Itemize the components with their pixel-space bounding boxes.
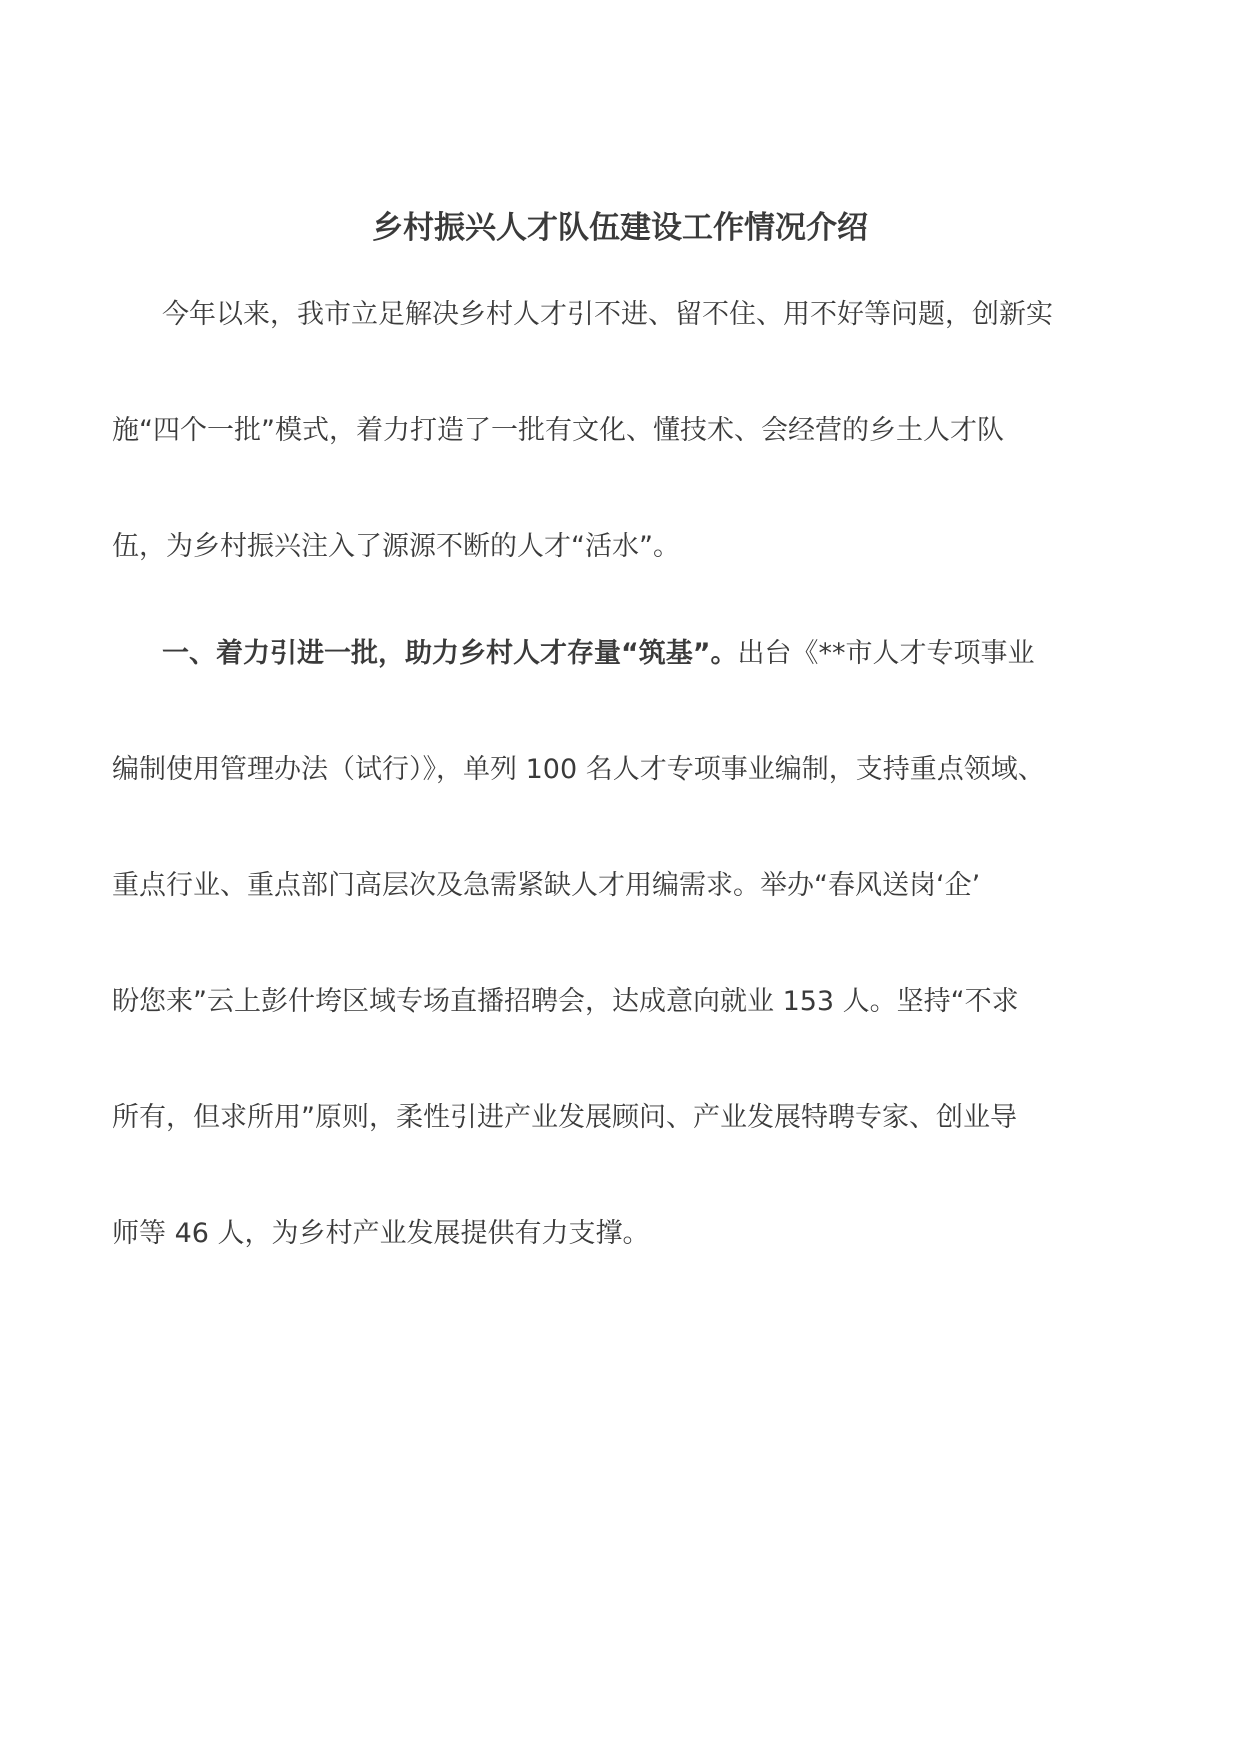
section1-first-line xyxy=(162,634,1152,674)
section1-line-5: 所有，但求所用”原则，柔性引进产业发展顾问、产业发展特聘专家、创业导 xyxy=(112,1102,1017,1133)
intro-line-1: 今年以来，我市立足解决乡村人才引不进、留不住、用不好等问题，创新实 xyxy=(162,299,1053,330)
document-title: 乡村振兴人才队伍建设工作情况介绍 xyxy=(372,210,868,246)
section1-first-line-text: 出台《**市人才专项事业 xyxy=(737,638,1035,669)
section1-line-2: 编制使用管理办法（试行）》，单列 100 名人才专项事业编制，支持重点领域、 xyxy=(112,754,1045,785)
intro-line-2: 施“四个一批”模式，着力打造了一批有文化、懂技术、会经营的乡土人才队 xyxy=(112,415,1004,446)
section1-line-6: 师等 46 人，为乡村产业发展提供有力支撑。 xyxy=(112,1218,650,1249)
intro-line-3: 伍，为乡村振兴注入了源源不断的人才“活水”。 xyxy=(112,531,680,562)
section1-heading: 一、着力引进一批，助力乡村人才存量“筑基”。 xyxy=(162,638,738,669)
section1-line-3: 重点行业、重点部门高层次及急需紧缺人才用编需求。举办“春风送岗‘企’ xyxy=(112,870,981,901)
section1-line-4: 盼您来”云上彭什垮区域专场直播招聘会，达成意向就业 153 人。坚持“不求 xyxy=(112,986,1019,1017)
